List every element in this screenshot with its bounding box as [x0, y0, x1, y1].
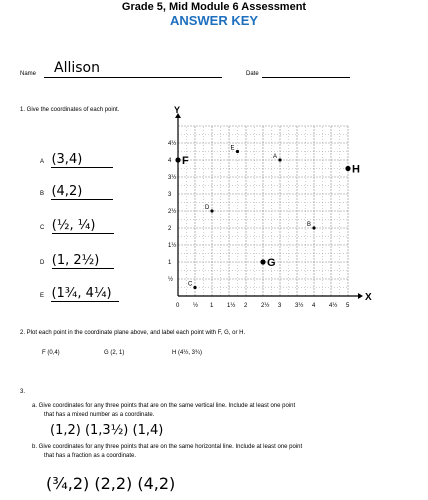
q2-item-f: F (0,4): [42, 350, 60, 356]
point-label-c: C: [188, 281, 193, 288]
point-d: [210, 209, 213, 212]
q3a-prompt-line2: that has a mixed number as a coordinate.: [44, 412, 155, 418]
assessment-title: Grade 5, Mid Module 6 Assessment: [121, 1, 307, 13]
point-label-e: E: [230, 145, 235, 152]
answer-b-letter: B: [40, 191, 45, 197]
x-tick-label: 3½: [295, 303, 304, 309]
q2-prompt: 2. Plot each point in the coordinate plane above, and label each point with F, G, or H.: [20, 330, 246, 336]
answer-c-value: (½, ¼): [52, 218, 114, 234]
x-tick-label: ½: [193, 303, 199, 309]
x-tick-label: 4½: [329, 303, 338, 309]
answer-d-value: (1, 2½): [52, 253, 114, 269]
x-tick-label: 1: [210, 303, 214, 309]
y-tick-label: ½: [168, 277, 174, 283]
answer-d: [40, 251, 114, 269]
answer-b-value: (4,2): [51, 184, 113, 200]
point-c: [193, 286, 196, 289]
answer-key-heading: ANSWER KEY: [169, 13, 259, 28]
axes: [174, 105, 372, 309]
answer-a: [40, 150, 113, 168]
answer-c: [40, 216, 114, 234]
x-tick-label: 2½: [261, 303, 270, 309]
point-g: [260, 259, 265, 264]
point-e: [236, 150, 239, 153]
point-label-h: H: [352, 163, 360, 176]
x-tick-label: 4: [312, 303, 316, 309]
name-label: Name: [20, 71, 37, 77]
point-b: [312, 226, 315, 229]
q3b-prompt: b. Give coordinates for any three points that are on the same horizontal line. Include at least one point: [32, 444, 303, 450]
grid: [178, 126, 348, 296]
origin-label: 0: [176, 303, 180, 309]
date-label: Date: [246, 71, 259, 77]
y-tick-label: 4: [168, 158, 172, 164]
answer-e-letter: E: [40, 293, 45, 299]
point-label-g: G: [267, 257, 276, 269]
q3-number: 3.: [20, 389, 26, 395]
q3a-prompt: a. Give coordinates for any three points that are on the same vertical line. Include at least one point: [32, 403, 296, 409]
point-f: [175, 157, 180, 162]
x-tick-label: 5: [346, 303, 350, 309]
y-tick-label: 1: [168, 260, 172, 266]
point-label-b: B: [307, 222, 312, 228]
point-h: [345, 166, 350, 171]
date-line: [262, 68, 350, 78]
answer-d-letter: D: [40, 260, 45, 266]
name-line: [44, 60, 222, 78]
answer-e: [40, 284, 119, 302]
y-tick-labels: [168, 140, 176, 283]
answer-a-value: (3,4): [51, 152, 113, 168]
q3a-answer: (1,2) (1,3½) (1,4): [50, 423, 164, 438]
answer-a-letter: A: [40, 159, 45, 165]
point-label-d: D: [205, 205, 210, 211]
q2-item-h: H (4½, 3¾): [172, 350, 203, 356]
coordinate-plane: [160, 105, 372, 314]
point-label-f: F: [182, 155, 189, 167]
plotted-points: [175, 146, 360, 290]
q2-item-g: G (2, 1): [104, 350, 125, 356]
answer-c-letter: C: [40, 225, 45, 231]
point-label-a: A: [273, 154, 278, 160]
y-tick-label: 4½: [168, 141, 177, 147]
answer-b: [40, 182, 113, 200]
q3b-answer: (¾,2) (2,2) (4,2): [46, 474, 176, 493]
x-tick-label: 2: [244, 303, 248, 309]
x-tick-label: 1½: [227, 303, 236, 309]
y-tick-label: 3½: [168, 175, 177, 181]
y-tick-label: 2: [168, 226, 172, 232]
y-tick-label: 2½: [168, 209, 177, 215]
y-tick-label: 1½: [168, 243, 177, 249]
x-axis-label: X: [365, 292, 372, 303]
x-axis-arrow: [358, 293, 363, 299]
y-tick-label: 3: [168, 192, 172, 198]
point-a: [278, 158, 281, 161]
name-value: Allison: [54, 60, 100, 76]
x-tick-label: 3: [278, 303, 282, 309]
x-tick-labels: [193, 302, 350, 309]
q3b-prompt-line2: that has a fraction as a coordinate.: [44, 453, 137, 459]
q1-prompt: 1. Give the coordinates of each point.: [20, 107, 120, 113]
answer-e-value: (1¾, 4¼): [51, 286, 119, 302]
y-axis-label: Y: [174, 105, 181, 115]
